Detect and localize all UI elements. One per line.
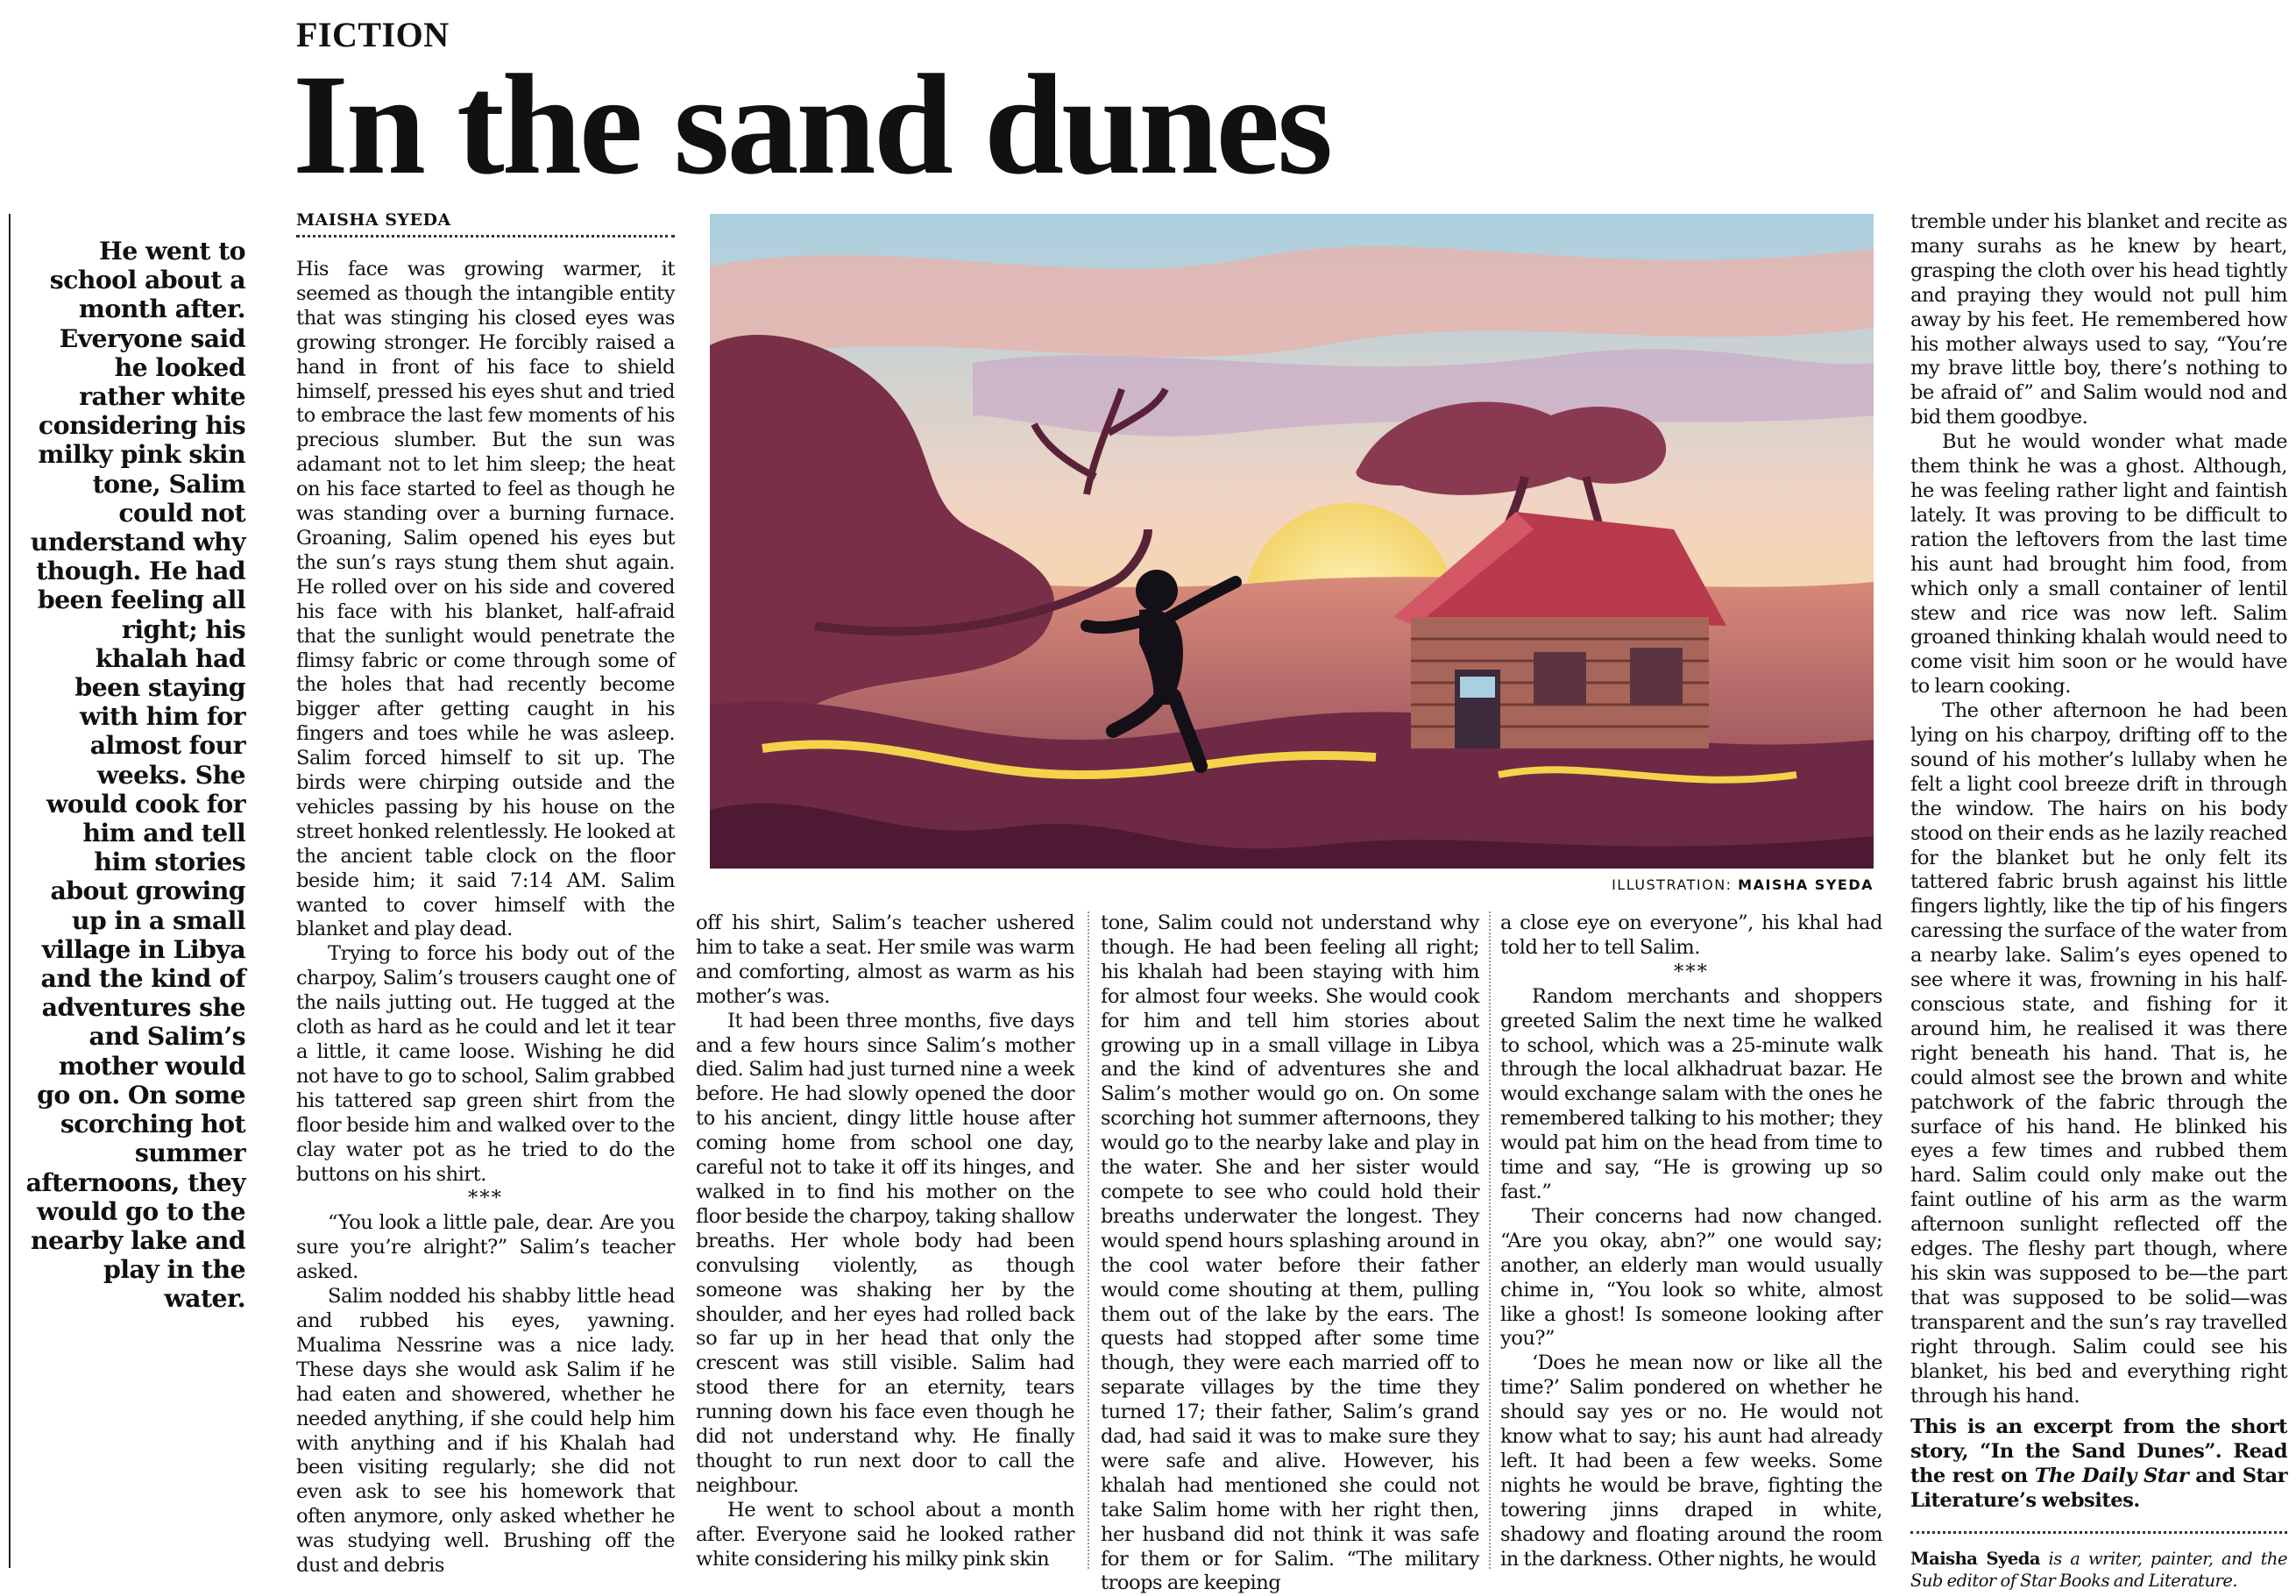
article-column-3 <box>1101 911 1479 1595</box>
column-divider <box>1489 911 1491 1569</box>
credit-label: ILLUSTRATION: <box>1612 876 1733 893</box>
paragraph: His face was growing warmer, it seemed as though the intangible entity that was stinging his closed eyes was growing stronger. He forcibly raised a hand in front of his face to shield himself, pressed his eyes shut and tried to embrace the last few moments of his precious slumber. But the sun was adamant not to let him sleep; the heat on his face started to feel as though he was standing over a burning furnace. Groaning, Salim opened his eyes but the sun’s rays stung them shut again. He rolled over on his side and covered his face with his blanket, half-afraid that the sunlight would penetrate the flimsy fabric or come through some of the holes that had recently become bigger after getting caught in his fingers and toes while he was asleep. Salim forced himself to sit up. The birds were chirping outside and the vehicles passing by his house on the street honked relentlessly. He looked at the ancient table clock on the floor beside him; it said 7:14 AM. Salim wanted to cover himself with the blanket and play dead. <box>296 258 675 941</box>
paragraph: Random merchants and shoppers greeted Salim the next time he walked to school, which was a 25-minute walk through the local alkhadruat bazar. He would exchange salam with the ones he remembered talking to his mother; they would pat him on the head from time to time and say, “He is growing up so fast.” <box>1500 984 1882 1203</box>
credit-name: MAISHA SYEDA <box>1738 876 1874 893</box>
article-column-1 <box>296 258 675 1578</box>
paragraph: off his shirt, Salim’s teacher ushered him to take a seat. Her smile was warm and comforting, almost as warm as his mother’s was. <box>696 911 1074 1008</box>
article-column-4 <box>1500 911 1882 1570</box>
paragraph: Trying to force his body out of the charpoy, Salim’s trousers caught one of the nails jutting out. He tugged at the cloth as hard as he could and let it tear a little, it came loose. Wishing he did not have to go to school, Salim grabbed his tattered sap green shirt from the floor beside him and walked over to the clay water pot as he tried to do the buttons on his shirt. <box>296 942 675 1186</box>
left-rule <box>9 214 11 1568</box>
illustration-boy-running-to-house-icon <box>710 214 1874 869</box>
paragraph: a close eye on everyone”, his khal had told her to tell Salim. <box>1500 911 1882 959</box>
column-divider <box>1088 911 1089 1569</box>
excerpt-note: This is an excerpt from the short story, “In the Sand Dunes”. Read the rest on The Daily Star and Star Literature’s websites. <box>1910 1415 2287 1513</box>
section-break: *** <box>468 1187 503 1210</box>
pull-quote: He went to school about a month after. Everyone said he looked rather white considering his milky pink skin tone, Salim could not understand why though. He had been feeling all right; his khalah had been staying with him for almost four weeks. She would cook for him and tell him stories about growing up in a small village in Libya and the kind of adventures she and Salim’s mother would go on. On some scorching hot summer afternoons, they would go to the nearby lake and play in the water. <box>25 236 245 1314</box>
paragraph: The other afternoon he had been lying on his charpoy, drifting off to the sound of his mother’s lullaby when he felt a light cool breeze drift in through the window. The hairs on his body stood on their ends as he lazily reached for the blanket but he only felt its tattered fabric brush against his little fingers lightly, like the tip of his fingers caressing the surface of the water from a nearby lake. Salim’s eyes opened to see where it was, frowning in his half-conscious state, and fishing for it around him, he realised it was there right beneath his hand. That is, he could almost see the brown and white patchwork of the fabric through the surface of his hand. He blinked his eyes a few times and rubbed them hard. Salim could only make out the faint outline of his arm as the warm afternoon sunlight reflected off the edges. The fleshy part though, where his skin was supposed to be—the part that was supposed to be solid—was transparent and the sun’s ray travelled right through. Salim could see his blanket, his bed and everything right through his hand. <box>1910 699 2287 1408</box>
paragraph: “You look a little pale, dear. Are you sure you’re alright?” Salim’s teacher asked. <box>296 1211 675 1284</box>
article-column-2 <box>696 911 1074 1570</box>
illustration-image <box>710 214 1874 869</box>
paragraph: He went to school about a month after. Everyone said he looked rather white considering his milky pink skin <box>696 1498 1074 1571</box>
paragraph: It had been three months, five days and a few hours since Salim’s mother died. Salim had just turned nine a week before. He had slowly opened the door to his ancient, dingy little house after coming home from school one day, careful not to take it off its hinges, and walked in to find his mother on the floor beside the charpoy, taking shallow breaths. Her whole body had been convulsing violently, as though someone was shaking her by the shoulder, and her eyes had rolled back so far up in her head that only the crescent was still visible. Salim had stood there for an eternity, tears running down his face even though he did not understand why. He finally thought to run next door to call the neighbour. <box>696 1009 1074 1497</box>
paragraph: But he would wonder what made them think he was a ghost. Although, he was feeling rather light and faintish lately. It was proving to be difficult to ration the leftovers from the last time his aunt had brought him food, from which only a small container of lentil stew and rice was now left. Salim groaned thinking khalah would need to come visit him soon or he would have to learn cooking. <box>1910 430 2287 699</box>
section-break: *** <box>1674 960 1709 983</box>
author-bio: Maisha Syeda is a writer, painter, and the Sub editor of Star Books and Literature. <box>1910 1531 2287 1592</box>
illustration-credit <box>1367 876 1874 893</box>
paragraph: Their concerns had now changed. “Are you okay, abn?” one would say; another, an elderly man would usually chime in, “You look so white, almost like a ghost! Is someone looking after you?” <box>1500 1204 1882 1351</box>
byline: MAISHA SYEDA <box>296 210 675 238</box>
headline: In the sand dunes <box>293 46 1331 204</box>
paragraph: Salim nodded his shabby little head and rubbed his eyes, yawning. Mualima Nessrine was a nice lady. These days she would ask Salim if he had eaten and showered, whether he needed anything, if she could help him with anything and if his Khalah had been visiting regularly; she did not even ask to see his homework that often anymore, only asked whether he was studying well. Brushing off the dust and debris <box>296 1285 675 1578</box>
paragraph: tone, Salim could not understand why though. He had been feeling all right; his khalah had been staying with him for almost four weeks. She would cook for him and tell him stories about growing up in a small village in Libya and the kind of adventures she and Salim’s mother would go on. On some scorching hot summer afternoons, they would go to the nearby lake and play in the water. She and her sister would compete to see who could hold their breaths underwater the longest. They would spend hours splashing around in the cool water before their father would come shouting at them, pulling them out of the lake by the ears. The quests had stopped after some time though, they were each married off to separate villages by the time they turned 17; their father, Salim’s grand dad, had said it was to make sure they were safe and alive. However, his khalah had mentioned she could not take Salim home with her right then, her husband did not think it was safe for them or for Salim. “The military troops are keeping <box>1101 911 1479 1595</box>
paragraph: ‘Does he mean now or like all the time?’ Salim pondered on whether he should say yes or no. He would not know what to say; his aunt had already left. It had been a few weeks. Some nights he would be brave, fighting the towering jinns draped in white, shadowy and floating around the room in the darkness. Other nights, he would <box>1500 1351 1882 1571</box>
section-label: FICTION <box>296 15 450 54</box>
paragraph: tremble under his blanket and recite as many surahs as he knew by heart, grasping the cloth over his head tightly and praying they would not pull him away by his feet. He remembered how his mother always used to say, “You’re my brave little boy, there’s nothing to be afraid of” and Salim would nod and bid them goodbye. <box>1910 210 2287 429</box>
article-column-5 <box>1910 210 2288 1592</box>
